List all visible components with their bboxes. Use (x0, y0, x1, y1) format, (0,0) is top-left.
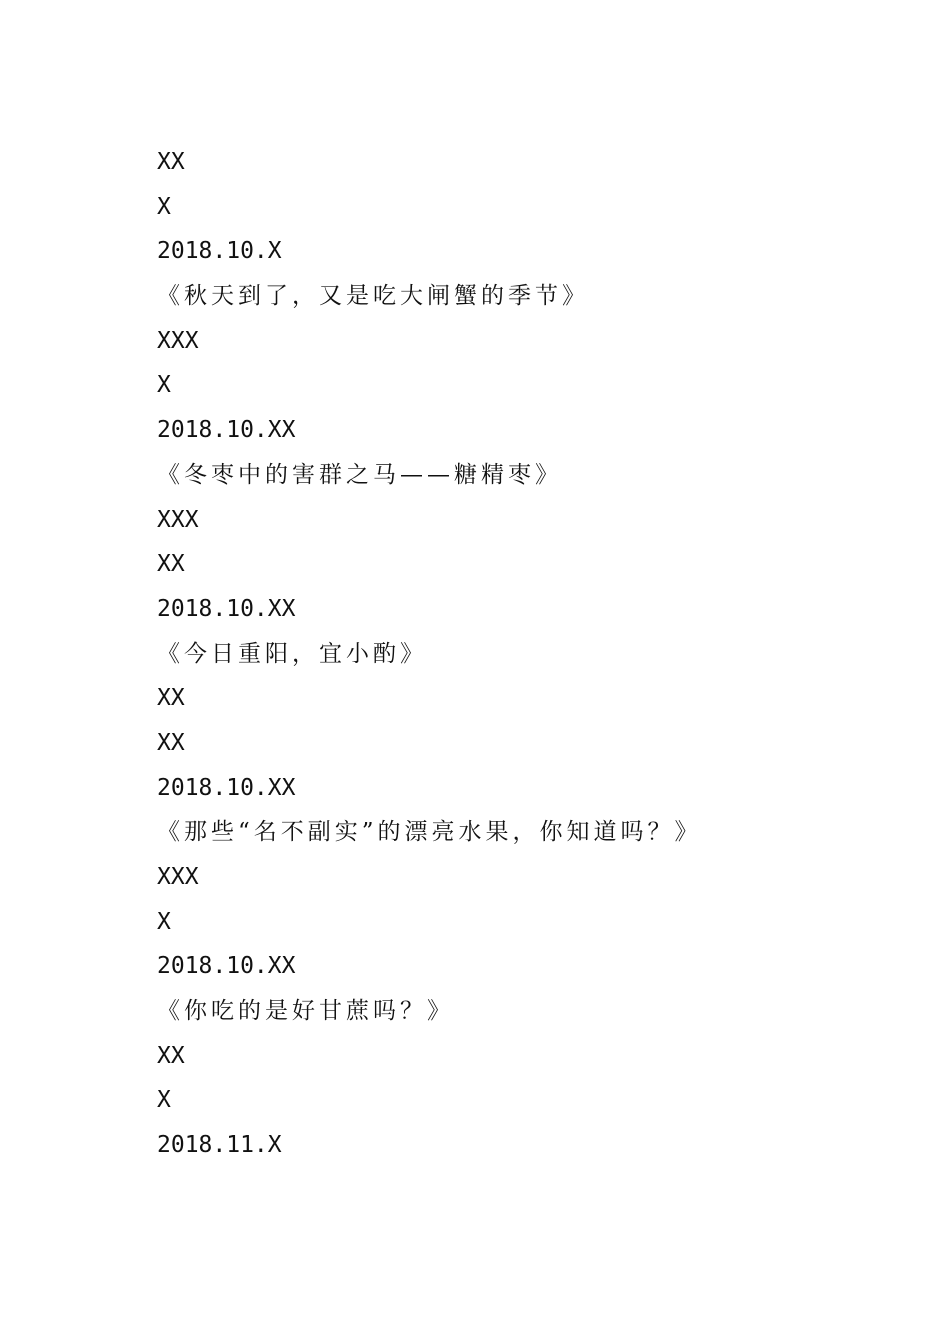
author-line: XX (157, 1042, 185, 1069)
date-line: 2018.10.XX (157, 774, 296, 801)
article-title: 《秋天到了，又是吃大闸蟹的季节》 (157, 283, 589, 310)
document-body (157, 140, 897, 1168)
count-line: X (157, 908, 171, 935)
date-line: 2018.10.X (157, 238, 282, 265)
author-line: XXX (157, 864, 199, 890)
count-line: X (157, 1087, 171, 1114)
article-title: 《那些“名不副实”的漂亮水果，你知道吗？》 (157, 819, 702, 846)
count-line: XX (157, 729, 185, 756)
author-line: XX (157, 685, 185, 712)
date-line: 2018.11.X (157, 1132, 282, 1159)
article-title: 《你吃的是好甘蔗吗？》 (157, 998, 454, 1025)
author-line: XXX (157, 506, 199, 533)
article-title: 《冬枣中的害群之马——糖精枣》 (157, 461, 562, 488)
count-line: XX (157, 551, 185, 578)
article-title: 《今日重阳，宜小酌》 (157, 640, 427, 667)
date-line: 2018.10.XX (157, 953, 296, 980)
date-line: 2018.10.XX (157, 417, 296, 444)
date-line: 2018.10.XX (157, 595, 296, 622)
count-line: X (157, 193, 171, 220)
count-line: X (157, 372, 171, 399)
author-line: XX (157, 149, 185, 175)
author-line: XXX (157, 327, 199, 354)
